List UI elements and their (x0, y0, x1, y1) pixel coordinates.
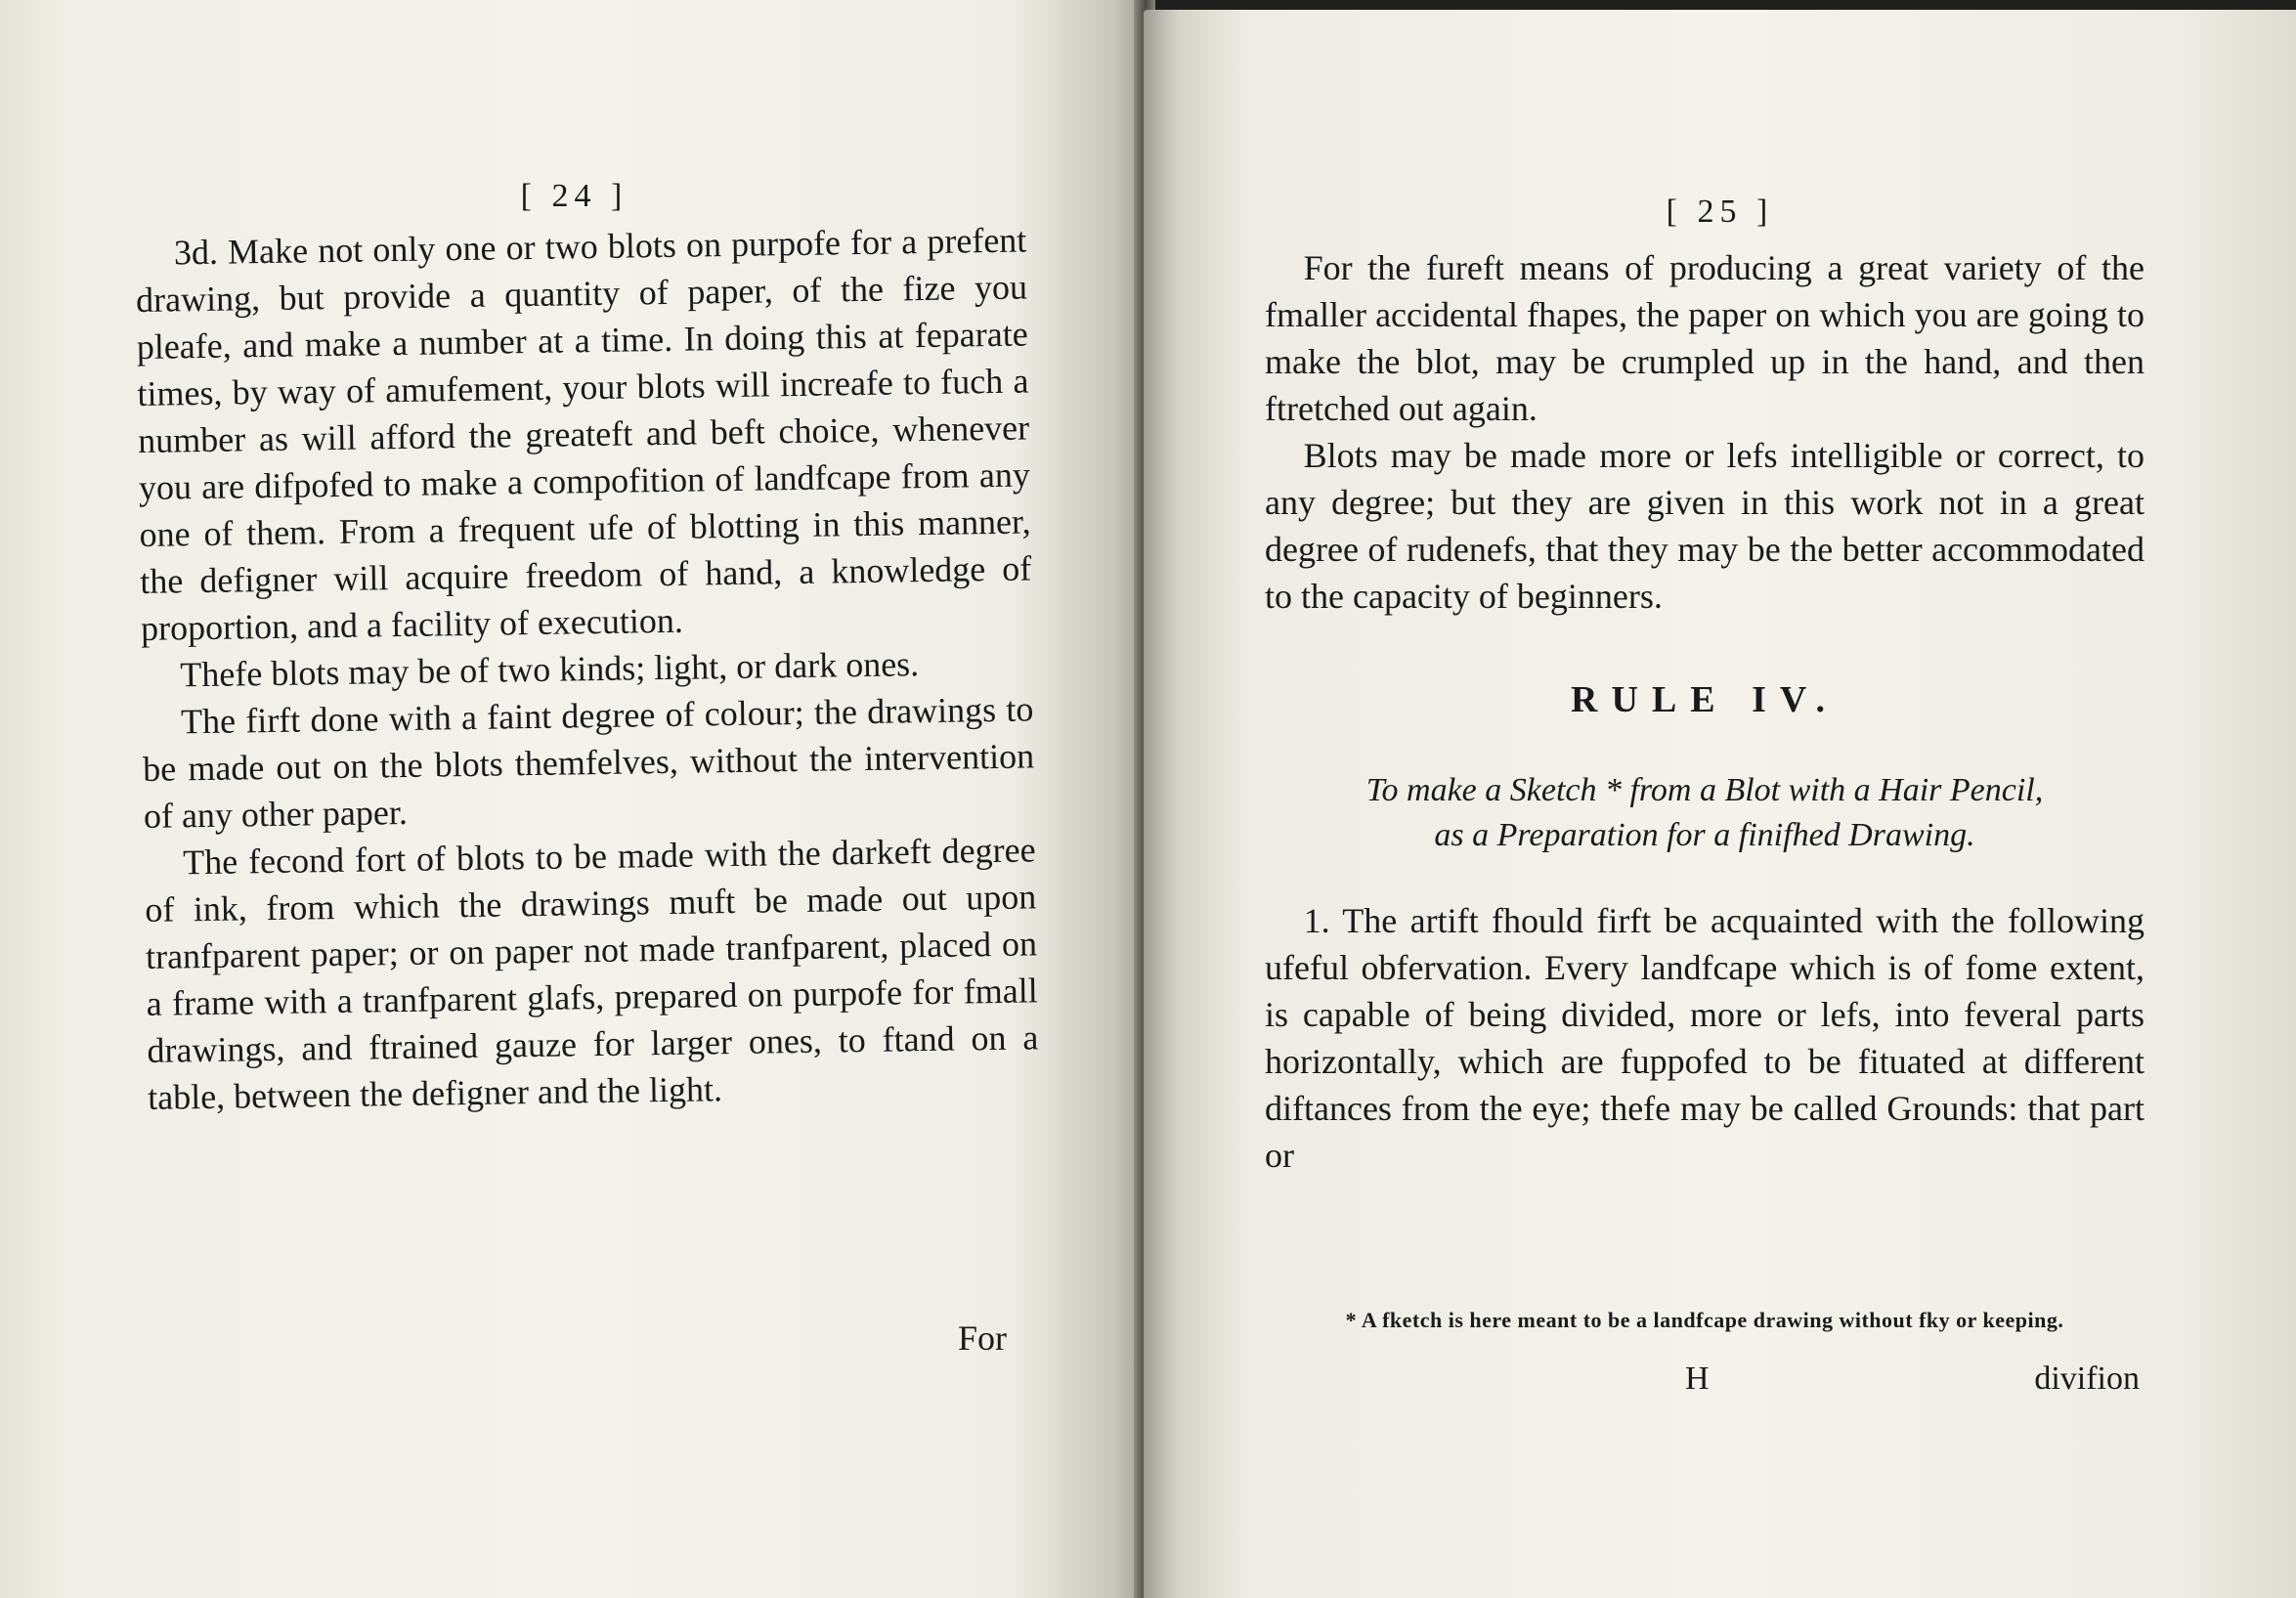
page-number-left: [ 24 ] (520, 178, 628, 214)
rule-subtitle-line: as a Preparation for a finifhed Drawing. (1434, 817, 1975, 853)
left-page-body (135, 216, 1039, 1120)
footnote: * A fketch is here meant to be a landfcape drawing without fky or keeping. (1345, 1308, 2064, 1332)
right-page (1144, 10, 2296, 1598)
right-page-body (1265, 244, 2144, 1179)
paragraph: Blots may be made more or lefs intelligible or correct, to any degree; but they are given in this work not in a great degree of rudenefs, that they may be the better accommodated to the capacity of beginners. (1265, 436, 2144, 616)
page-number-right: [ 25 ] (1666, 194, 1774, 230)
rule-subtitle (1265, 768, 2144, 858)
catchword-left: For (957, 1318, 1007, 1358)
paragraph: 3d. Make not only one or two blots on purpofe for a prefent drawing, but provide a quantity of paper, of the fize you pleafe, and make a number at a time. In doing this at feparate times, by way of amufement, your blots will increafe to fuch a number as will afford the greateft and beft choice, whenever you are difpofed to make a compofition of landfcape from any one of them. From a frequent ufe of blotting in this manner, the defigner will acquire freedom of hand, a knowledge of proportion, and a facility of execution. (135, 220, 1032, 648)
signature-mark: H (1685, 1360, 1710, 1397)
rule-heading: RULE IV. (1571, 679, 1839, 720)
paragraph: Thefe blots may be of two kinds; light, or dark ones. (180, 644, 920, 695)
paragraph: 1. The artift fhould firft be acquainted with the following ufeful obfervation. Every landfcape which is of fome extent, is capable of being divided, more or lefs, into feveral parts horizontally, which are fuppofed to be fituated at different diftances from the eye; thefe may be called Grounds: that part or (1265, 901, 2144, 1175)
paragraph: The firft done with a faint degree of colour; the drawings to be made out on the blots themfelves, without the intervention of any other paper. (142, 689, 1035, 836)
catchword-right: divifion (2034, 1360, 2140, 1397)
paragraph: The fecond fort of blots to be made with the darkeft degree of ink, from which the drawings muft be made out upon tranfparent paper; or on paper not made tranfparent, placed on a frame with a tranfparent glafs, prepared on purpofe for fmall drawings, and ftrained gauze for larger ones, to ftand on a table, between the defigner and the light. (145, 830, 1039, 1117)
paragraph: For the fureft means of producing a great variety of the fmaller accidental fhapes, the paper on which you are going to make the blot, may be crumpled up in the hand, and then ftretched out again. (1265, 248, 2144, 428)
rule-subtitle-line: To make a Sketch * from a Blot with a Hair Pencil, (1365, 772, 2044, 808)
